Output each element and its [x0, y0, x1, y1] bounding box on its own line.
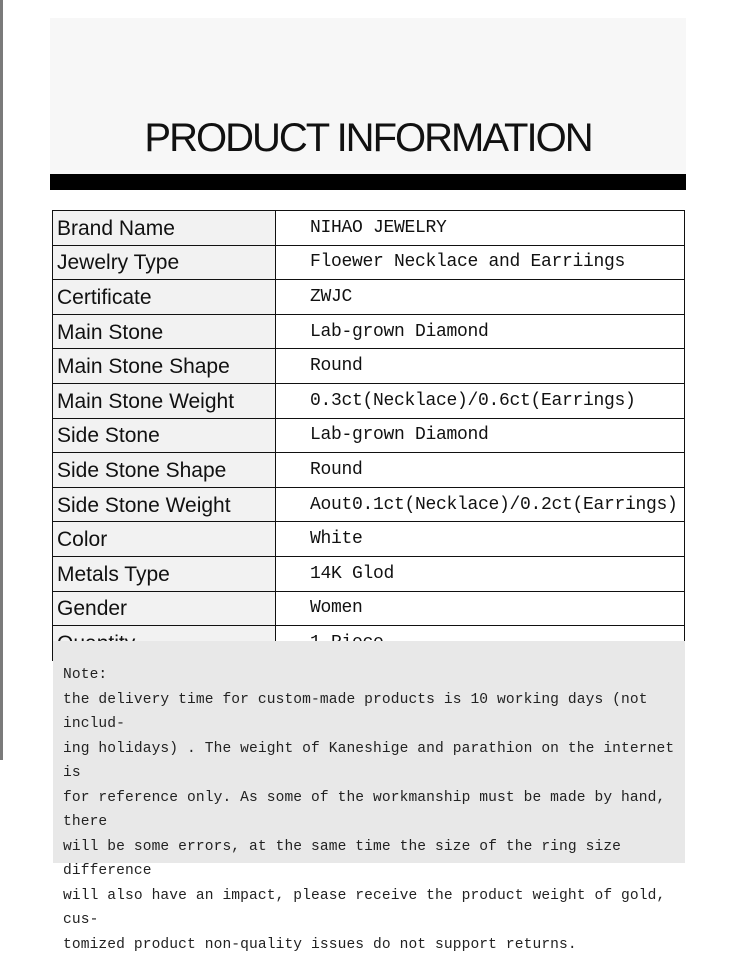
note-label: Note:	[63, 667, 108, 683]
spec-label: Certificate	[53, 280, 276, 315]
spec-label: Side Stone	[53, 418, 276, 453]
table-row	[53, 383, 685, 418]
spec-label: Main Stone Shape	[53, 349, 276, 384]
table-row	[53, 314, 685, 349]
spec-label: Metals Type	[53, 556, 276, 591]
spec-value: Aout0.1ct(Necklace)/0.2ct(Earrings)	[276, 487, 685, 522]
header-panel	[50, 18, 686, 174]
note-text: the delivery time for custom-made products is 10 working days (not includ- ing holidays) . The weight of Kaneshige and parathion on the internet is for reference only. As some of the workmanship must be made by hand, there will be some errors, at the same time the size of the ring size difference will also have an impact, please receive the product weight of gold, cus- tomized product non-quality issues do not support returns.	[63, 691, 675, 953]
product-info-table-wrap	[52, 210, 685, 661]
table-row	[53, 453, 685, 488]
spec-value: NIHAO JEWELRY	[276, 211, 685, 246]
spec-label: Main Stone	[53, 314, 276, 349]
spec-label: Side Stone Shape	[53, 453, 276, 488]
spec-value: ZWJC	[276, 280, 685, 315]
spec-value: White	[276, 522, 685, 557]
table-row	[53, 522, 685, 557]
left-edge-line	[0, 0, 3, 760]
table-row	[53, 418, 685, 453]
spec-value: Women	[276, 591, 685, 626]
title-divider-bar	[50, 174, 686, 190]
spec-value: Round	[276, 349, 685, 384]
spec-label: Main Stone Weight	[53, 383, 276, 418]
table-row	[53, 349, 685, 384]
spec-value: Lab-grown Diamond	[276, 418, 685, 453]
spec-label: Jewelry Type	[53, 245, 276, 280]
table-row	[53, 280, 685, 315]
table-row	[53, 211, 685, 246]
note-box	[53, 641, 685, 953]
table-row	[53, 487, 685, 522]
spec-value: 14K Glod	[276, 556, 685, 591]
spec-value: Floewer Necklace and Earriings	[276, 245, 685, 280]
spec-label: Color	[53, 522, 276, 557]
spec-value: Lab-grown Diamond	[276, 314, 685, 349]
spec-label: Brand Name	[53, 211, 276, 246]
page-title: PRODUCT INFORMATION	[144, 116, 592, 160]
spec-value: 0.3ct(Necklace)/0.6ct(Earrings)	[276, 383, 685, 418]
spec-label: Gender	[53, 591, 276, 626]
table-row	[53, 591, 685, 626]
spec-value: Round	[276, 453, 685, 488]
spec-label: Side Stone Weight	[53, 487, 276, 522]
table-row	[53, 245, 685, 280]
table-row	[53, 556, 685, 591]
product-info-table	[52, 210, 685, 661]
